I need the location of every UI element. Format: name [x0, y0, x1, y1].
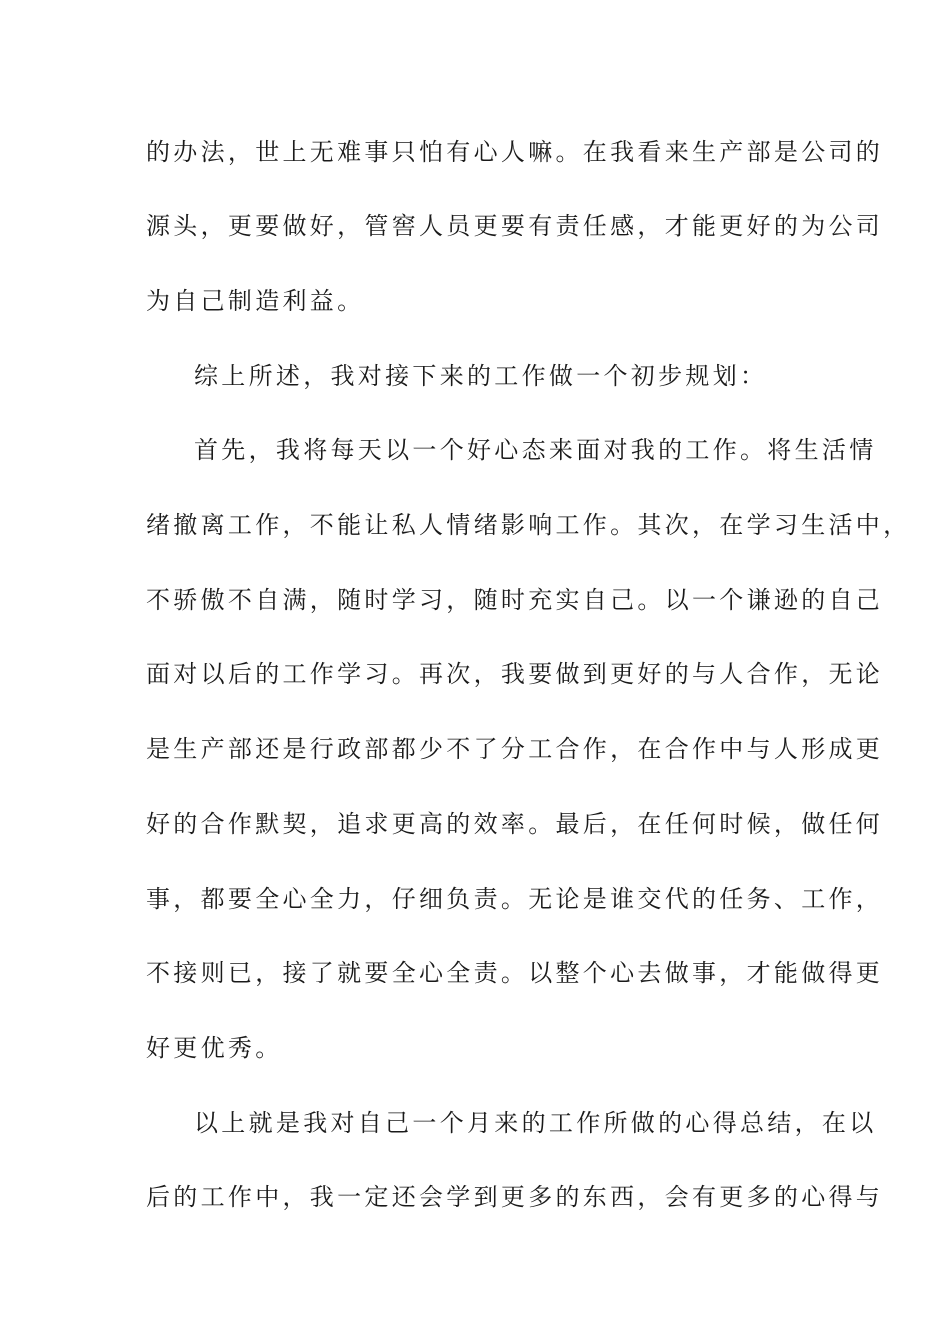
paragraph-start-line: 综上所述，我对接下来的工作做一个初步规划：	[194, 362, 768, 390]
text-line: 面对以后的工作学习。再次，我要做到更好的与人合作，无论	[146, 660, 884, 688]
text-line: 好的合作默契，追求更高的效率。最后，在任何时候，做任何	[146, 810, 884, 838]
text-line: 不接则已，接了就要全心全责。以整个心去做事，才能做得更	[146, 959, 884, 987]
text-line: 绪撤离工作，不能让私人情绪影响工作。其次，在学习生活中，	[146, 511, 911, 539]
text-line: 为自己制造利益。	[146, 287, 365, 315]
text-line: 源头，更要做好，管窖人员更要有责任感，才能更好的为公司	[146, 212, 884, 240]
text-line: 后的工作中，我一定还会学到更多的东西，会有更多的心得与	[146, 1183, 884, 1211]
paragraph-start-line: 以上就是我对自己一个月来的工作所做的心得总结，在以	[194, 1109, 877, 1137]
text-line: 好更优秀。	[146, 1034, 283, 1062]
text-line: 事，都要全心全力，仔细负责。无论是谁交代的任务、工作，	[146, 885, 884, 913]
paragraph-start-line: 首先，我将每天以一个好心态来面对我的工作。将生活情	[194, 436, 877, 464]
text-line: 不骄傲不自满，随时学习，随时充实自己。以一个谦逊的自己	[146, 586, 884, 614]
text-line: 是生产部还是行政部都少不了分工合作，在合作中与人形成更	[146, 735, 884, 763]
text-line: 的办法，世上无难事只怕有心人嘛。在我看来生产部是公司的	[146, 138, 884, 166]
